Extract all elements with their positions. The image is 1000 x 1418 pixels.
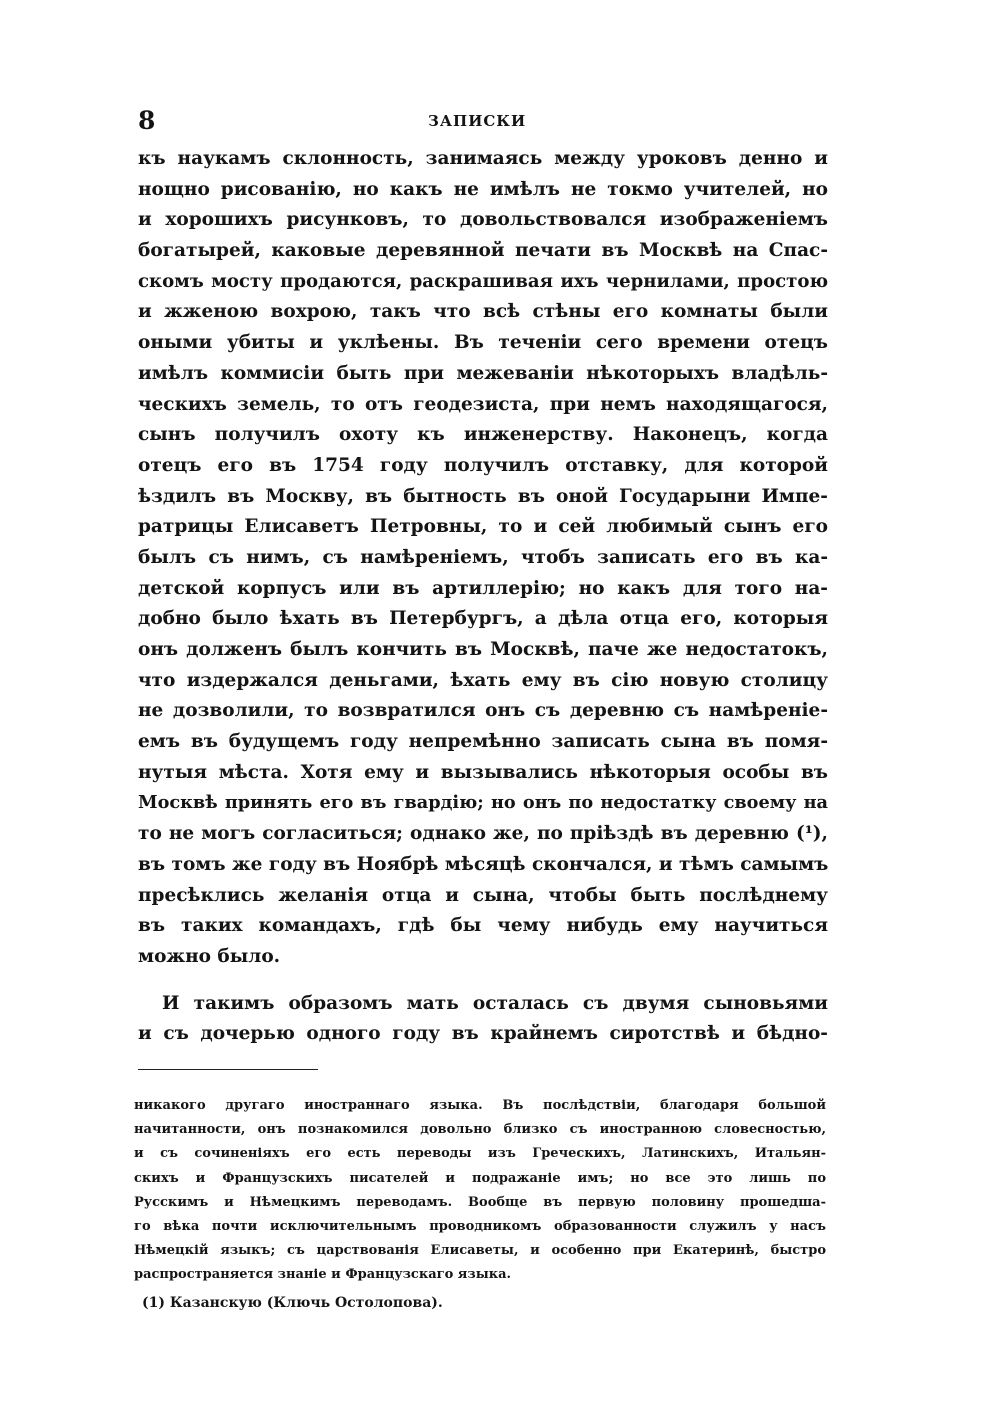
- text-line: И такимъ образомъ мать осталась съ двумя сыновьями: [162, 992, 828, 1014]
- text-line: въ томъ же году въ Ноябрѣ мѣсяцѣ скончался, и тѣмъ самымъ: [138, 853, 828, 875]
- text-line: Москвѣ принять его въ гвардію; но онъ по недостатку своему на: [138, 792, 828, 814]
- text-line: имѣлъ коммисіи быть при межеваніи нѣкоторыхъ владѣль-: [138, 362, 828, 384]
- text-line: и хорошихъ рисунковъ, то довольствовался изображеніемъ: [138, 209, 828, 231]
- text-line: добно было ѣхать въ Петербургъ, а дѣла отца его, которыя: [138, 608, 828, 630]
- text-line: не дозволили, то возвратился онъ съ деревню съ намѣреніе-: [138, 700, 828, 722]
- text-line: въ таких командахъ, гдѣ бы чему нибудь ему научиться: [138, 915, 828, 937]
- text-line: ратрицы Елисаветъ Петровны, то и сей любимый сынъ его: [138, 516, 828, 538]
- text-line: оными убиты и уклѣены. Въ теченіи сего времени отецъ: [138, 332, 828, 354]
- footnote-line: и съ сочиненіяхъ его есть переводы изъ Греческихъ, Латинскихъ, Итальян-: [134, 1146, 826, 1162]
- text-line: детской корпусъ или въ артиллерію; но какъ для того на-: [138, 577, 828, 599]
- text-line: нутыя мѣста. Хотя ему и вызывались нѣкоторыя особы въ: [138, 761, 828, 783]
- text-line: онъ долженъ былъ кончить въ Москвѣ, паче же недостатокъ,: [138, 639, 828, 660]
- footnote-line: скихъ и Французскихъ писателей и подражаніе имъ; но все это лишь по: [134, 1170, 826, 1186]
- running-title: ЗАПИСКИ: [428, 112, 527, 130]
- text-line: можно было.: [138, 945, 281, 967]
- footnote-line: го вѣка почти исключительнымъ проводникомъ образованности служилъ у насъ: [134, 1218, 826, 1234]
- text-line: отецъ его въ 1754 году получилъ отставку, для которой: [138, 454, 828, 476]
- footnotes: [134, 1094, 826, 1316]
- text-line: ѣздилъ въ Москву, въ бытность въ оной Государыни Импе-: [138, 485, 828, 507]
- text-line: сынъ получилъ охоту къ инженерству. Наконецъ, когда: [138, 424, 828, 446]
- text-line: богатырей, каковые деревянной печати въ Москвѣ на Спас-: [138, 240, 828, 262]
- page-number: 8: [138, 106, 156, 135]
- text-line: пресѣклись желанія отца и сына, чтобы быть послѣднему: [138, 884, 828, 906]
- footnote-line: Нѣмецкій языкъ; съ царствованія Елисаветы, и особенно при Екатеринѣ, быстро: [134, 1243, 826, 1259]
- text-line: къ наукамъ склонность, занимаясь между уроковъ денно и: [138, 148, 828, 169]
- paragraph-2: [138, 989, 828, 1050]
- paragraph-gap: [138, 973, 828, 989]
- text-line: скомъ мосту продаются, раскрашивая ихъ чернилами, простою: [138, 270, 828, 292]
- footnote-1: (1) Казанскую (Ключь Остолопова).: [142, 1294, 443, 1311]
- text-line: былъ съ нимъ, съ намѣреніемъ, чтобъ записать его въ ка-: [138, 546, 828, 568]
- text-line: ческихъ земель, то отъ геодезиста, при немъ находящагося,: [138, 393, 828, 415]
- footnote-line: никакого другаго иностраннаго языка. Въ послѣдствіи, благодаря большой: [134, 1098, 826, 1113]
- page-header: [138, 104, 828, 138]
- paragraph-1: [138, 144, 828, 973]
- text-line: то не могъ согласиться; однако же, по пріѣздѣ въ деревню (¹),: [138, 823, 828, 845]
- footnote-divider: [138, 1069, 318, 1070]
- text-line: нощно рисованію, но какъ не имѣлъ не токмо учителей, но: [138, 178, 828, 200]
- text-line: и съ дочерью одного году въ крайнемъ сиротствѣ и бѣдно-: [138, 1023, 828, 1045]
- footnote-line: начитанности, онъ познакомился довольно близко съ иностранною словесностью,: [134, 1122, 826, 1138]
- text-line: и жженою вохрою, такъ что всѣ стѣны его комнаты были: [138, 301, 828, 323]
- text-line: емъ въ будущемъ году непремѣнно записать сына въ помя-: [138, 731, 828, 753]
- footnote-line: распространяется знаніе и Французскаго языка.: [134, 1267, 512, 1283]
- footnote-line: Русскимъ и Нѣмецкимъ переводамъ. Вообще въ первую половину прошедша-: [134, 1194, 826, 1210]
- main-text: [138, 144, 828, 1050]
- text-line: что издержался деньгами, ѣхать ему въ сію новую столицу: [138, 669, 828, 691]
